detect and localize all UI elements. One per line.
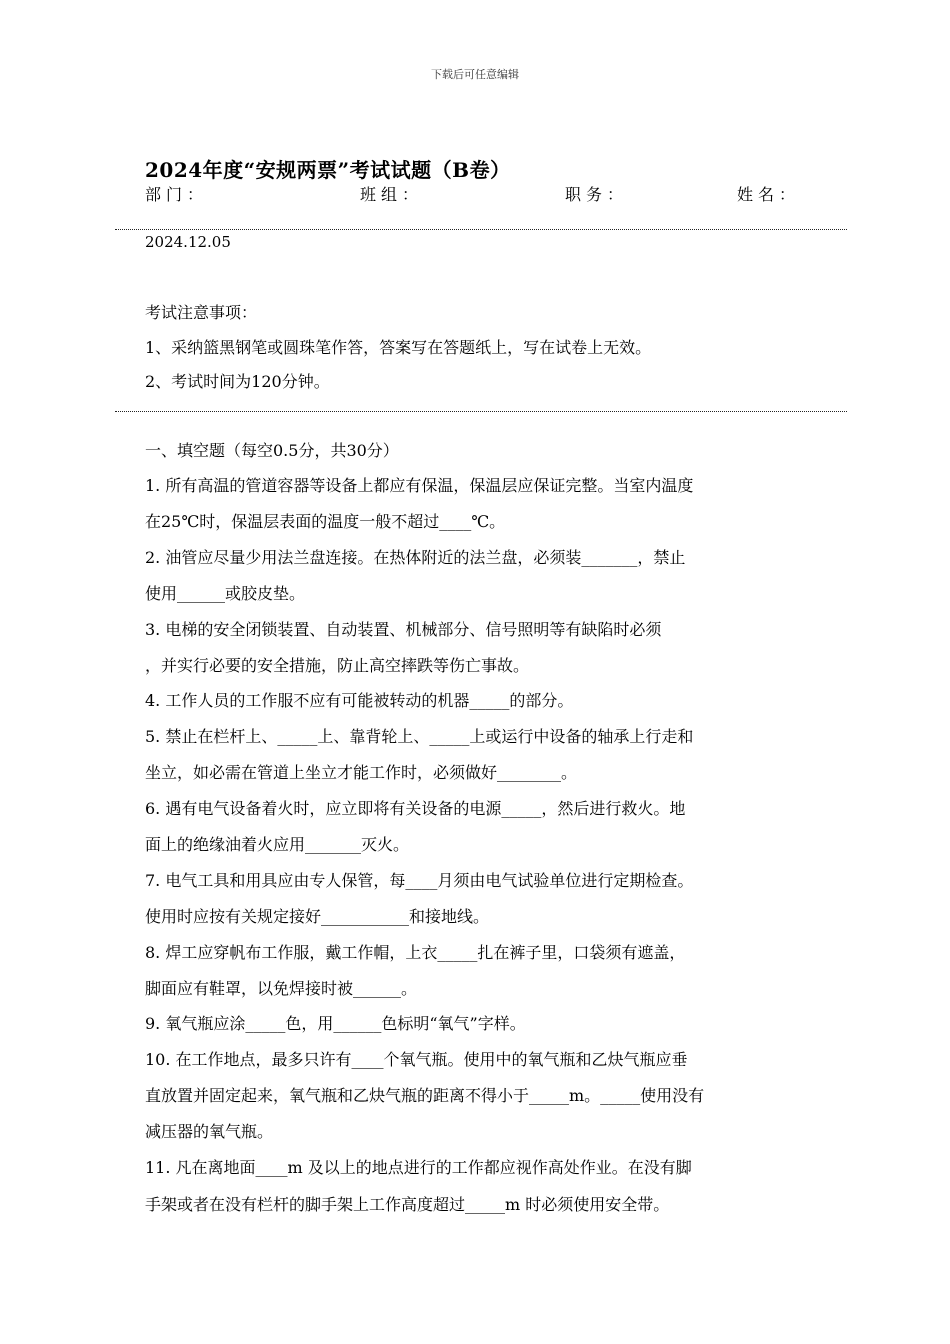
- question-line: 坐立，如必需在管道上坐立才能工作时，必须做好________。: [145, 763, 578, 782]
- question-line: 脚面应有鞋罩，以免焊接时被______。: [145, 979, 418, 998]
- question-line: ，并实行必要的安全措施，防止高空摔跌等伤亡事故。: [145, 656, 530, 675]
- question-line: 减压器的氧气瓶。: [145, 1122, 274, 1141]
- divider-bottom: [115, 411, 847, 412]
- question-line: 手架或者在没有栏杆的脚手架上工作高度超过_____m 时必须使用安全带。: [145, 1195, 670, 1214]
- question-line: 1. 所有高温的管道容器等设备上都应有保温，保温层应保证完整。当室内温度: [145, 476, 694, 495]
- question-line: 4. 工作人员的工作服不应有可能被转动的机器_____的部分。: [145, 691, 574, 710]
- question-line: 7. 电气工具和用具应由专人保管，每____月须由电气试验单位进行定期检查。: [145, 871, 694, 890]
- question-line: 使用时应按有关规定接好___________和接地线。: [145, 907, 490, 926]
- question-line: 6. 遇有电气设备着火时，应立即将有关设备的电源_____，然后进行救火。地: [145, 799, 686, 818]
- question-line: 3. 电梯的安全闭锁装置、自动装置、机械部分、信号照明等有缺陷时必须: [145, 620, 662, 639]
- question-line: 10. 在工作地点，最多只许有____个氧气瓶。使用中的氧气瓶和乙炔气瓶应垂: [145, 1050, 688, 1069]
- exam-date: 2024.12.05: [145, 233, 231, 251]
- question-line: 在25℃时，保温层表面的温度一般不超过____℃。: [145, 512, 506, 531]
- question-line: 8. 焊工应穿帆布工作服，戴工作帽，上衣_____扎在裤子里，口袋须有遮盖，: [145, 943, 686, 962]
- notice-item-2: 2、考试时间为120分钟。: [145, 372, 330, 391]
- question-line: 直放置并固定起来，氧气瓶和乙炔气瓶的距离不得小于_____m。_____使用没有: [145, 1086, 705, 1105]
- department-field: 部门：: [145, 185, 209, 204]
- name-field: 姓名：: [737, 185, 801, 204]
- info-fields: [145, 182, 805, 206]
- exam-title: 2024年度“安规两票”考试试题（B卷）: [145, 158, 511, 182]
- question-line: 2. 油管应尽量少用法兰盘连接。在热体附近的法兰盘，必须装_______，禁止: [145, 548, 686, 567]
- team-field: 班组：: [360, 185, 424, 204]
- question-line: 面上的绝缘油着火应用_______灭火。: [145, 835, 410, 854]
- question-line: 11. 凡在离地面____m 及以上的地点进行的工作都应视作高处作业。在没有脚: [145, 1158, 692, 1177]
- question-line: 5. 禁止在栏杆上、_____上、靠背轮上、_____上或运行中设备的轴承上行走和: [145, 727, 694, 746]
- section-heading: 一、填空题（每空0.5分，共30分）: [145, 441, 399, 460]
- question-line: 9. 氧气瓶应涂_____色，用______色标明“氧气”字样。: [145, 1014, 526, 1033]
- position-field: 职务：: [565, 185, 629, 204]
- header-note: 下载后可任意编辑: [431, 68, 519, 81]
- notice-heading: 考试注意事项：: [145, 303, 258, 322]
- question-line: 使用______或胶皮垫。: [145, 584, 306, 603]
- divider-top: [115, 229, 847, 230]
- notice-item-1: 1、采纳篮黑钢笔或圆珠笔作答，答案写在答题纸上，写在试卷上无效。: [145, 338, 652, 357]
